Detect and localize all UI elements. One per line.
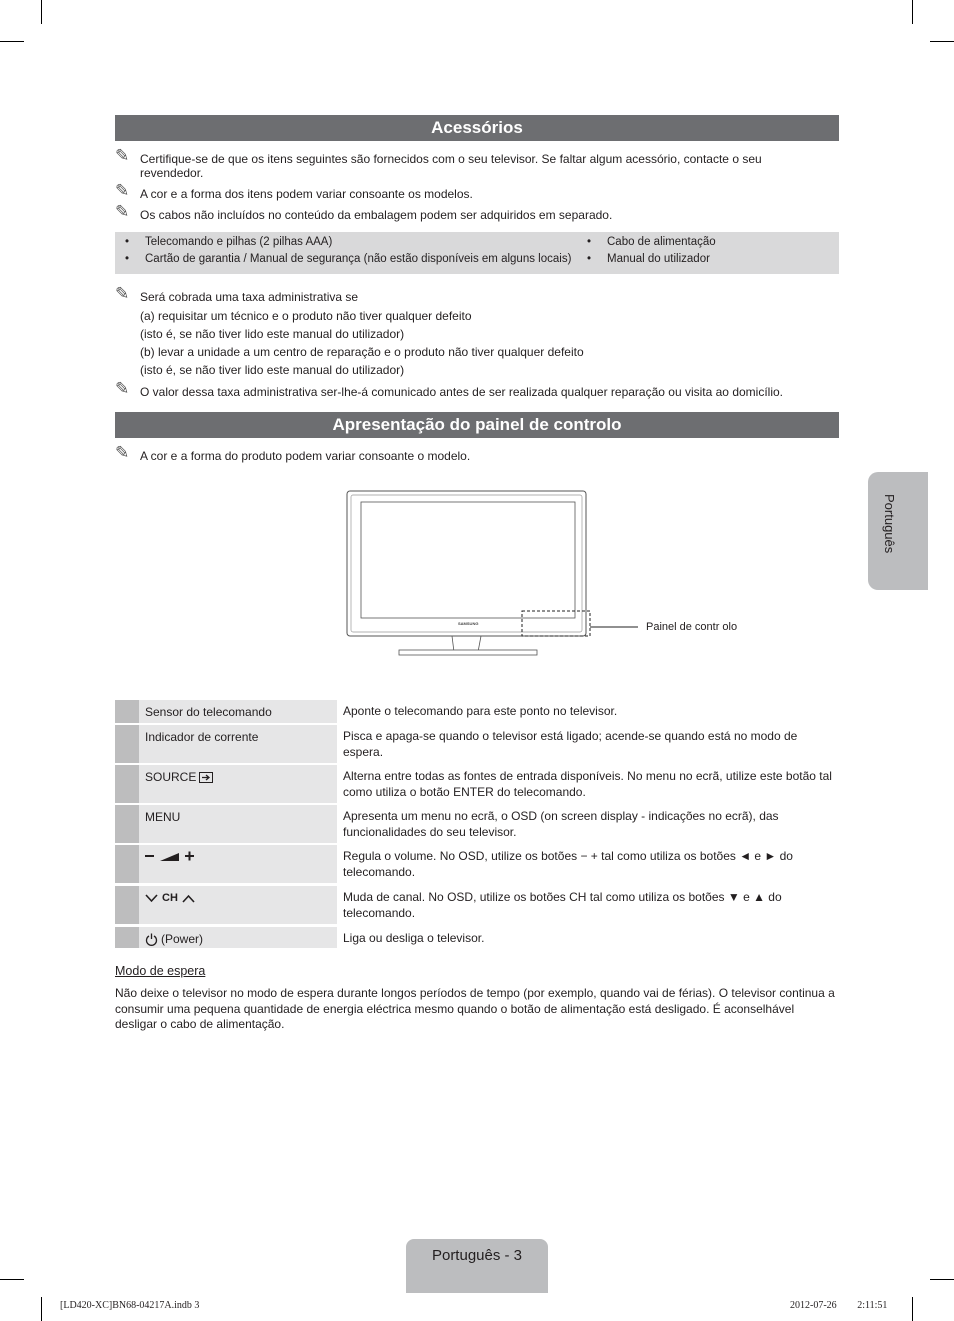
crop-mark	[912, 0, 913, 24]
row-label: Indicador de corrente	[145, 730, 259, 744]
accessory-label: Manual do utilizador	[607, 253, 710, 265]
bullet-icon: •	[587, 236, 592, 248]
tv-illustration	[340, 488, 760, 658]
channel-label: CH	[162, 892, 178, 904]
note-text: A cor e a forma do produto podem variar consoante o modelo.	[140, 449, 471, 463]
standby-text: Não deixe o televisor no modo de espera durante longos períodos de tempo (por exemplo, quando vai de férias). O televisor continua a consumir uma pequena quantidade de energia eléctrica mesmo quando o botão de alimentação está desligado. É aconselhável desligar o cabo de alimentação.	[115, 986, 835, 1031]
row-marker	[115, 700, 139, 723]
note-text: O valor dessa taxa administrativa ser-lhe-á comunicado antes de ser realizada qualquer reparação ou visita ao domicílio.	[140, 385, 784, 399]
table-row	[115, 700, 839, 723]
fee-line: (isto é, se não tiver lido este manual do utilizador)	[140, 363, 405, 377]
note	[115, 379, 835, 399]
source-button-label: SOURCE	[145, 770, 197, 784]
note	[115, 146, 815, 180]
crop-mark	[41, 0, 42, 24]
table-row	[115, 927, 839, 948]
row-label: MENU	[145, 810, 181, 824]
pencil-note-icon: ✎	[115, 202, 130, 221]
bullet-icon: •	[587, 253, 592, 265]
accessory-label: Cartão de garantia / Manual de segurança (não estão disponíveis em alguns locais)	[145, 253, 572, 265]
accessory-label: Cabo de alimentação	[607, 236, 716, 248]
row-description: Alterna entre todas as fontes de entrada disponíveis. No menu no ecrã, utilize este botão tal como utiliza o botão ENTER do telecomando.	[343, 769, 832, 799]
note	[115, 443, 815, 463]
crop-mark	[930, 1279, 954, 1280]
row-label: Sensor do telecomando	[145, 705, 272, 719]
power-label: (Power)	[161, 932, 204, 946]
note	[115, 202, 815, 222]
row-label-cell	[139, 700, 337, 723]
row-description: Pisca e apaga-se quando o televisor está ligado; acende-se quando está no modo de espera.	[343, 729, 798, 759]
tv-brand-logo: SAMSUNG	[458, 621, 479, 626]
row-description: Apresenta um menu no ecrã, o OSD (on screen display - indicações no ecrã), das funcionalidades do seu televisor.	[343, 809, 779, 839]
table-row	[115, 886, 839, 924]
fee-line: (b) levar a unidade a um centro de reparação e o produto não tiver qualquer defeito	[140, 345, 584, 359]
chevron-down-icon	[145, 894, 158, 903]
standby-heading: Modo de espera	[115, 964, 206, 978]
volume-icon	[145, 850, 195, 862]
pencil-note-icon: ✎	[115, 284, 130, 303]
bullet-icon: •	[125, 253, 130, 265]
page-number: Português - 3	[431, 1247, 523, 1264]
crop-mark	[912, 1297, 913, 1321]
power-icon	[145, 933, 158, 946]
note-text: Será cobrada uma taxa administrativa se	[140, 290, 359, 304]
bullet-icon: •	[125, 236, 130, 248]
row-label-cell	[139, 845, 337, 883]
row-label-cell	[139, 765, 337, 803]
chevron-up-icon	[182, 894, 195, 903]
accessory-label: Telecomando e pilhas (2 pilhas AAA)	[145, 236, 333, 248]
accessories-list	[115, 232, 839, 274]
note-text: A cor e a forma dos itens podem variar consoante os modelos.	[140, 187, 473, 201]
row-marker	[115, 845, 139, 883]
table-row	[115, 725, 839, 763]
row-description: Muda de canal. No OSD, utilize os botões CH tal como utiliza os botões ▼ e ▲ do telecomando.	[343, 890, 782, 920]
fee-line: (isto é, se não tiver lido este manual do utilizador)	[140, 327, 405, 341]
panel-heading: Apresentação do painel de controlo	[115, 412, 839, 438]
row-marker	[115, 725, 139, 763]
crop-mark	[0, 41, 24, 42]
page-number-tab	[406, 1239, 548, 1293]
pencil-note-icon: ✎	[115, 443, 130, 462]
language-side-tab	[868, 472, 928, 590]
row-description: Aponte o telecomando para este ponto no televisor.	[343, 704, 618, 718]
row-marker	[115, 765, 139, 803]
crop-mark	[930, 41, 954, 42]
accessories-heading: Acessórios	[115, 115, 839, 141]
table-row	[115, 805, 839, 843]
note-text: Os cabos não incluídos no conteúdo da embalagem podem ser adquiridos em separado.	[140, 208, 613, 222]
note-text: Certifique-se de que os itens seguintes são fornecidos com o seu televisor. Se faltar algum acessório, contacte o seu revendedor.	[140, 152, 762, 180]
print-slug-right: 2012-07-26 ￿￿ 2:11:51	[790, 1300, 888, 1311]
row-label-cell	[139, 725, 337, 763]
table-row	[115, 845, 839, 883]
crop-mark	[41, 1297, 42, 1321]
pencil-note-icon: ✎	[115, 146, 130, 165]
note	[115, 284, 815, 304]
row-description: Regula o volume. No OSD, utilize os botões − + tal como utiliza os botões ◄ e ► do telecomando.	[343, 849, 793, 879]
pencil-note-icon: ✎	[115, 181, 130, 200]
row-marker	[115, 886, 139, 924]
side-tab-label: Português	[882, 494, 897, 554]
pencil-note-icon: ✎	[115, 379, 130, 398]
fee-line: (a) requisitar um técnico e o produto não tiver qualquer defeito	[140, 309, 472, 323]
row-label-cell	[139, 927, 337, 948]
crop-mark	[0, 1279, 24, 1280]
row-description: Liga ou desliga o televisor.	[343, 931, 485, 945]
row-marker	[115, 927, 139, 948]
row-label-cell	[139, 886, 337, 924]
row-label-cell	[139, 805, 337, 843]
row-marker	[115, 805, 139, 843]
print-slug-left: [LD420-XC]BN68-04217A.indb 3	[60, 1300, 200, 1311]
source-input-icon	[199, 772, 213, 783]
note	[115, 181, 815, 201]
table-row	[115, 765, 839, 803]
control-panel-callout: Painel de contr olo	[646, 621, 738, 633]
